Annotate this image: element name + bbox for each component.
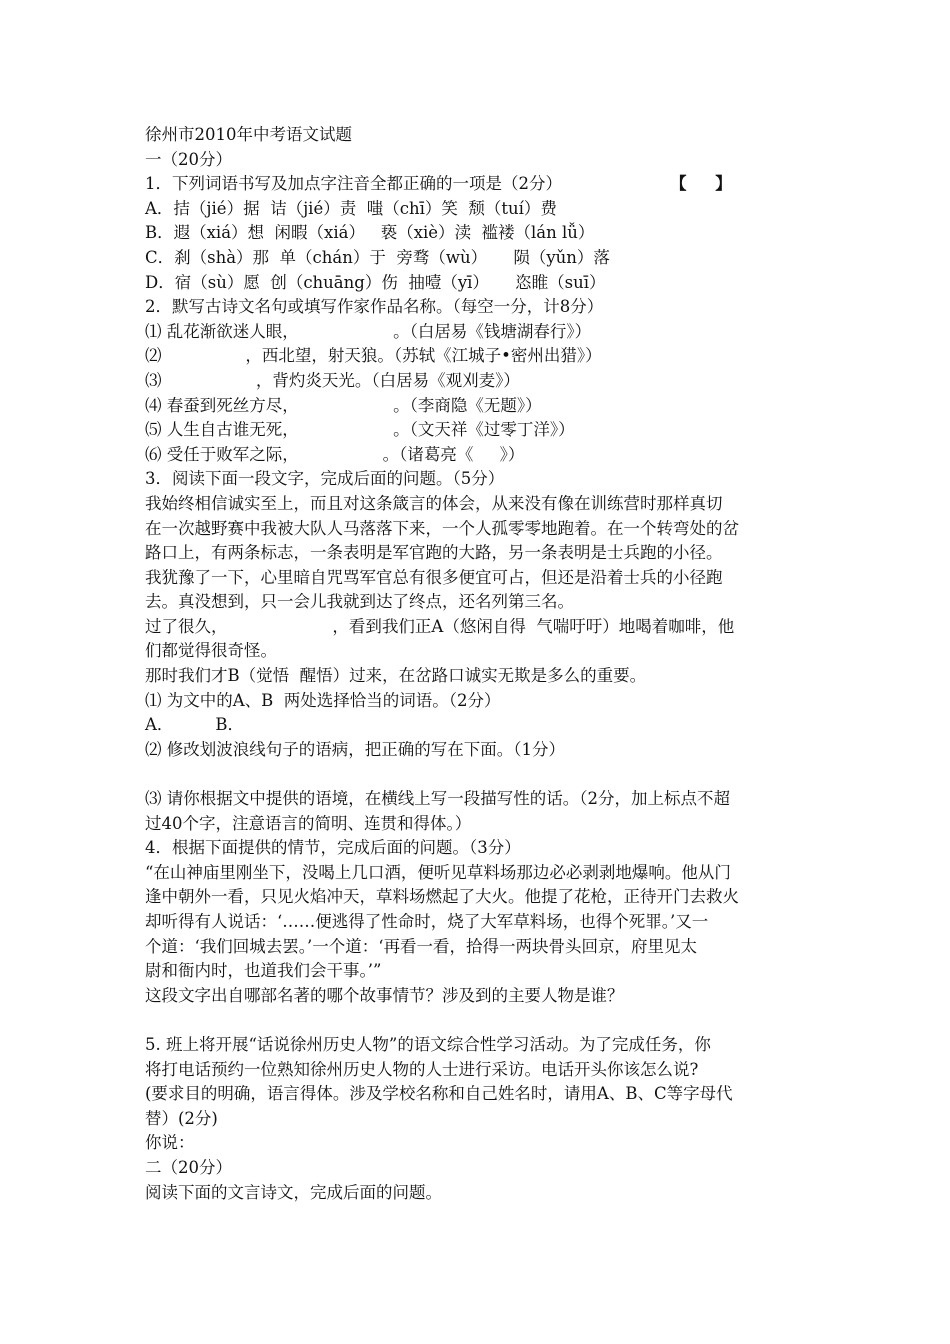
q3-passage-line: 我始终相信诚实至上，而且对这条箴言的体会，从来没有像在训练营时那样真切 <box>145 493 723 513</box>
q3-passage-line: 们都觉得很奇怪。 <box>145 641 277 661</box>
question-4-stem: 4．根据下面提供的情节，完成后面的问题。（3分） <box>145 838 521 858</box>
q4-passage-line: 逢中朝外一看，只见火焰冲天，草料场燃起了大火。他提了花枪，正待开门去救火 <box>145 887 739 907</box>
q3-passage-line: 过了很久， ，看到我们正A（悠闲自得 气喘吁吁）地喝着咖啡，他 <box>145 616 735 636</box>
question-3-stem: 3．阅读下面一段文字，完成后面的问题。（5分） <box>145 469 505 489</box>
question-2-stem: 2．默写古诗文名句或填写作家作品名称。（每空一分，计8分） <box>145 297 604 317</box>
section-2-intro: 阅读下面的文言诗文，完成后面的问题。 <box>145 1182 442 1202</box>
q4-passage-line: “在山神庙里刚坐下，没喝上几口酒，便听见草料场那边必必剥剥地爆响。他从门 <box>145 862 731 882</box>
q2-item-4: ⑷ 春蚕到死丝方尽， 。（李商隐《无题》） <box>145 395 542 415</box>
q4-passage-line: 个道：‘我们回城去罢。’一个道：‘再看一看，拾得一两块骨头回京，府里见太 <box>145 936 697 956</box>
section-heading-2: 二（20分） <box>145 1157 232 1177</box>
q4-passage-line: 却听得有人说话：‘……便逃得了性命时，烧了大军草料场，也得个死罪。’又一 <box>145 912 709 931</box>
question-5-line: 5. 班上将开展“话说徐州历史人物”的语文综合性学习活动。为了完成任务，你 <box>145 1034 711 1054</box>
q3-sub-1: ⑴ 为文中的A、B 两处选择恰当的词语。（2分） <box>145 690 501 710</box>
option-a: A．拮（jié）据 诘（jié）责 嗤（chī）笑 颓（tuí）费 <box>145 198 557 218</box>
q3-sub-2: ⑵ 修改划波浪线句子的语病，把正确的写在下面。（1分） <box>145 739 565 759</box>
option-c: C．刹（shà）那 单（chán）于 旁骛（wù） 陨（yǔn）落 <box>145 247 610 267</box>
answer-space <box>145 762 815 787</box>
option-d: D．宿（sù）愿 创（chuāng）伤 抽噎（yī） 恣睢（suī） <box>145 272 606 292</box>
q3-sub-3-cont: 过40个字，注意语言的简明、连贯和得体。） <box>145 813 472 833</box>
answer-space <box>145 1008 815 1033</box>
q2-item-6: ⑹ 受任于败军之际， 。（诸葛亮《 》） <box>145 444 525 464</box>
q2-item-5: ⑸ 人生自古谁无死， 。（文天祥《过零丁洋》） <box>145 420 575 440</box>
exam-page <box>145 123 815 1205</box>
q3-passage-line: 我犹豫了一下，心里暗自咒骂军官总有很多便宜可占，但还是沿着士兵的小径跑 <box>145 567 723 587</box>
q3-sub-1-answer: A． B． <box>145 715 244 735</box>
section-heading-1: 一（20分） <box>145 149 232 169</box>
question-5-line: (要求目的明确，语言得体。涉及学校名称和自己姓名时，请用A、B、C等字母代 <box>145 1084 733 1104</box>
question-5-line: 替）(2分) <box>145 1108 218 1128</box>
q3-passage-line: 路口上，有两条标志，一条表明是军官跑的大路，另一条表明是士兵跑的小径。 <box>145 543 723 563</box>
option-b: B．遐（xiá）想 闲暇（xiá） 亵（xiè）渎 褴褛（lán lǚ） <box>145 223 595 243</box>
question-1-stem <box>145 172 815 197</box>
q2-item-2: ⑵ ，西北望，射天狼。（苏轼《江城子•密州出猎》） <box>145 346 602 366</box>
q5-answer-prompt: 你说： <box>145 1133 195 1153</box>
question-1-text: 1．下列词语书写及加点字注音全都正确的一项是（2分） <box>145 174 562 194</box>
q2-item-1: ⑴ 乱花渐欲迷人眼， 。（白居易《钱塘湖春行》） <box>145 321 592 341</box>
q4-question: 这段文字出自哪部名著的哪个故事情节？涉及到的主要人物是谁？ <box>145 985 624 1005</box>
q2-item-3: ⑶ ，背灼炎天光。（白居易《观刈麦》） <box>145 370 520 390</box>
question-5-line: 将打电话预约一位熟知徐州历史人物的人士进行采访。电话开头你该怎么说? <box>145 1059 699 1079</box>
q3-passage-line: 那时我们才B（觉悟 醒悟）过来，在岔路口诚实无欺是多么的重要。 <box>145 666 647 686</box>
q3-passage-line: 去。真没想到，只一会儿我就到达了终点，还名列第三名。 <box>145 592 574 612</box>
q3-passage-line: 在一次越野赛中我被大队人马落落下来，一个人孤零零地跑着。在一个转弯处的岔 <box>145 518 739 538</box>
answer-bracket: 【 】 <box>670 174 732 194</box>
exam-title: 徐州市2010年中考语文试题 <box>145 125 352 144</box>
q3-sub-3: ⑶ 请你根据文中提供的语境，在横线上写一段描写性的话。（2分，加上标点不超 <box>145 789 730 809</box>
q4-passage-line: 尉和衙内时，也道我们会干事。’” <box>145 961 382 981</box>
